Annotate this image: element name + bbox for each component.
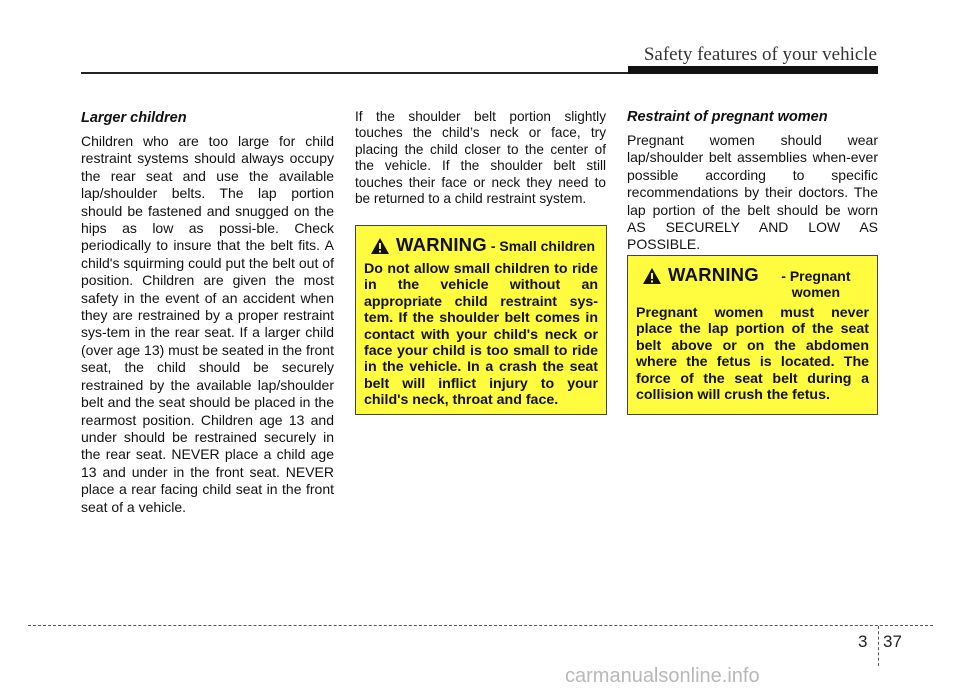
column-left — [81, 110, 334, 516]
warning-triangle-icon — [642, 267, 662, 285]
page-header-title: Safety features of your vehicle — [643, 44, 877, 65]
section-heading-larger-children: Larger children — [81, 110, 187, 126]
warning-triangle-icon — [370, 237, 390, 255]
section-heading-pregnant-women: Restraint of pregnant women — [627, 109, 828, 125]
warning-title: WARNING — [668, 264, 759, 285]
pregnant-women-paragraph: Pregnant women should wear lap/shoulder belt assemblies when-ever possible according to specific recommendations by their doctors. The lap portion of the belt should be worn AS SECURELY AND LOW AS POSSIBLE. — [627, 132, 878, 253]
column-middle — [355, 109, 606, 207]
warning-body: Pregnant women must never place the lap portion of the seat belt above or on the abdomen where the fetus is located. The force of the seat belt during a collision will crush the fetus. — [636, 305, 869, 404]
page-number-divider — [878, 626, 879, 666]
warning-box-small-children — [355, 225, 607, 415]
column-right — [627, 109, 878, 254]
warning-title: WARNING — [396, 234, 487, 255]
warning-subtitle: - Small children — [490, 238, 596, 254]
warning-header — [642, 264, 869, 300]
warning-box-pregnant-women — [627, 255, 878, 415]
watermark: carmanualsonline.info — [565, 665, 760, 687]
page-number: 37 — [883, 632, 902, 651]
larger-children-paragraph: Children who are too large for child restraint systems should always occupy the rear seat and use the available lap/shoulder belts. The lap portion should be fastened and snugged on the hips as low as possi-ble. Check periodically to insure that the belt fits. A child's squirming could put the belt out of position. Children are given the most safety in the event of an accident when they are restrained by a proper restraint sys-tem in the rear seat. If a larger child (over age 13) must be seated in the front seat, the child should be securely restrained by the available lap/shoulder belt and the seat should be placed in the rearmost position. Children age 13 and under should be restrained securely in the rear seat. NEVER place a child age 13 and under in the front seat. NEVER place a rear facing child seat in the front seat of a vehicle. — [81, 133, 334, 515]
warning-body: Do not allow small children to ride in the vehicle without an appropriate child restraint sys-tem. If the shoulder belt comes in contact with your child's neck or face your child is too small to ride in the vehicle. In a crash the seat belt will inflict injury to your child's neck, throat and face. — [364, 261, 598, 409]
header-rule — [81, 72, 628, 74]
footer-rule — [28, 625, 933, 626]
header-rule-bold — [628, 66, 878, 74]
section-number: 3 — [858, 632, 868, 651]
warning-header — [370, 234, 598, 256]
warning-subtitle: - Pregnant women — [781, 268, 851, 300]
shoulder-belt-paragraph: If the shoulder belt portion slightly touches the child’s neck or face, try placing the child closer to the center of the vehicle. If the shoulder belt still touches their face or neck they need to be returned to a child restraint system. — [355, 109, 606, 207]
